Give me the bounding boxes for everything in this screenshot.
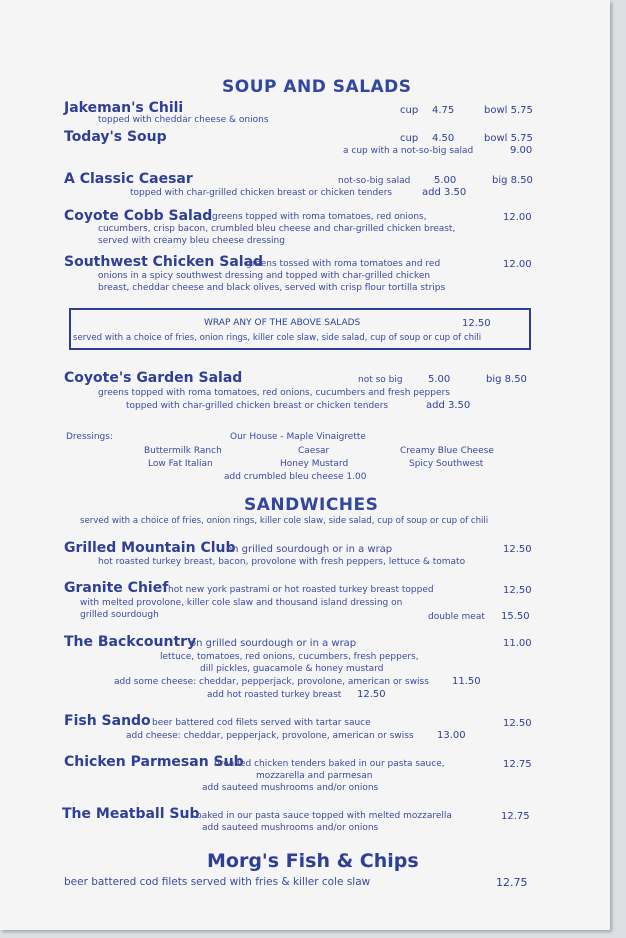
item-desc-line: breaded chicken tenders baked in our pasta sauce, (214, 759, 445, 769)
item-price: 12.00 (503, 212, 532, 223)
add-mushrooms: add sauteed mushrooms and/or onions (202, 783, 379, 793)
add-price: add 3.50 (422, 187, 467, 198)
cup-label: cup (400, 105, 419, 116)
wrap-box-desc: served with a choice of fries, onion rings, killer cole slaw, side salad, cup of soup or cup of chili (73, 333, 482, 343)
item-name-coyote-cobb: Coyote Cobb Salad (64, 208, 213, 224)
dressing-spicy: Spicy Southwest (409, 459, 484, 469)
section-title-soup-salads: SOUP AND SALADS (222, 77, 412, 97)
dressing-caesar: Caesar (298, 446, 330, 456)
item-topping-coyote-garden: topped with char-grilled chicken breast or chicken tenders (126, 401, 389, 411)
item-desc-line: with melted provolone, killer cole slaw and thousand island dressing on (80, 598, 403, 608)
item-desc-line: cucumbers, crisp bacon, crumbled bleu cheese and char-grilled chicken breast, (98, 224, 456, 234)
add-cheese: add cheese: cheddar, pepperjack, provolone, american or swiss (126, 731, 414, 741)
add-cheese: add some cheese: cheddar, pepperjack, provolone, american or swiss (114, 677, 429, 687)
size-label: not so big (358, 375, 403, 385)
dressings-label: Dressings: (66, 432, 113, 442)
item-name-southwest-chicken: Southwest Chicken Salad (64, 254, 264, 270)
item-price: 12.50 (503, 718, 532, 729)
item-name-granite-chief: Granite Chief (64, 580, 169, 596)
bowl-price: bowl 5.75 (484, 105, 533, 116)
item-desc-line: onions in a spicy southwest dressing and topped with char-grilled chicken (98, 271, 431, 281)
item-name-classic-caesar: A Classic Caesar (64, 171, 193, 187)
item-desc-line: mozzarella and parmesan (256, 771, 373, 781)
add-price: add 3.50 (426, 400, 471, 411)
dressing-honey: Honey Mustard (280, 459, 349, 469)
cup-price: 4.75 (432, 105, 455, 116)
item-price: 12.50 (503, 585, 532, 596)
item-desc-line: greens topped with roma tomatoes, red onions, (212, 212, 427, 222)
add-turkey: add hot roasted turkey breast (207, 690, 342, 700)
item-price: 12.50 (503, 544, 532, 555)
add-turkey-price: 12.50 (357, 689, 386, 700)
sandwiches-subtitle: served with a choice of fries, onion rings, killer cole slaw, side salad, cup of soup or cup of chili (80, 516, 489, 526)
add-mushrooms: add sauteed mushrooms and/or onions (202, 823, 379, 833)
dressing-house: Our House - Maple Vinaigrette (230, 432, 366, 442)
item-name-grilled-mountain: Grilled Mountain Club (64, 540, 236, 556)
item-name-coyote-garden: Coyote's Garden Salad (64, 370, 243, 386)
item-name-backcountry: The Backcountry (64, 634, 197, 650)
item-desc: beer battered cod filets served with tartar sauce (152, 718, 371, 728)
item-price: 12.00 (503, 259, 532, 270)
item-desc-line: breast, cheddar cheese and black olives, served with crisp flour tortilla strips (98, 283, 446, 293)
item-price: 12.75 (503, 759, 532, 770)
dressing-add: add crumbled bleu cheese 1.00 (224, 472, 367, 482)
item-desc-jakemans-chili: topped with cheddar cheese & onions (98, 115, 269, 125)
add-cheese-price: 13.00 (437, 730, 466, 741)
item-name-meatball: The Meatball Sub (62, 806, 200, 822)
combo-price: 9.00 (510, 145, 533, 156)
wrap-box-price: 12.50 (462, 318, 491, 329)
item-name-jakemans-chili: Jakeman's Chili (64, 100, 184, 116)
combo-label: a cup with a not-so-big salad (343, 146, 474, 156)
big-price: big 8.50 (486, 374, 527, 385)
item-sub: on grilled sourdough or in a wrap (190, 638, 357, 649)
size-price: 5.00 (434, 175, 457, 186)
wrap-box-title: WRAP ANY OF THE ABOVE SALADS (204, 318, 361, 328)
double-meat-price: 15.50 (501, 611, 530, 622)
item-sub: on grilled sourdough or in a wrap (226, 544, 393, 555)
big-price: big 8.50 (492, 175, 533, 186)
item-name-todays-soup: Today's Soup (64, 129, 167, 145)
dressing-lowfat: Low Fat Italian (148, 459, 213, 469)
item-price: 12.75 (501, 811, 530, 822)
item-desc-classic-caesar: topped with char-grilled chicken breast or chicken tenders (130, 188, 393, 198)
item-desc-line: greens tossed with roma tomatoes and red (246, 259, 441, 269)
add-cheese-price: 11.50 (452, 676, 481, 687)
item-desc-coyote-garden: greens topped with roma tomatoes, red onions, cucumbers and fresh peppers (98, 388, 450, 398)
dressing-buttermilk: Buttermilk Ranch (144, 446, 222, 456)
size-label: not-so-big salad (338, 176, 411, 186)
item-desc-line: served with creamy bleu cheese dressing (98, 236, 285, 246)
item-desc-line: dill pickles, guacamole & honey mustard (200, 664, 384, 674)
section-title-sandwiches: SANDWICHES (244, 495, 379, 515)
size-price: 5.00 (428, 374, 451, 385)
item-desc: baked in our pasta sauce topped with melted mozzarella (196, 811, 452, 821)
item-price: 11.00 (503, 638, 532, 649)
item-desc-line: hot new york pastrami or hot roasted turkey breast topped (168, 585, 434, 595)
item-desc-line: grilled sourdough (80, 610, 159, 620)
cup-label: cup (400, 133, 419, 144)
bowl-price: bowl 5.75 (484, 133, 533, 144)
cup-price: 4.50 (432, 133, 455, 144)
fish-chips-desc: beer battered cod filets served with fries & killer cole slaw (64, 876, 371, 888)
item-desc: hot roasted turkey breast, bacon, provolone with fresh peppers, lettuce & tomato (98, 557, 466, 567)
double-meat-label: double meat (428, 612, 485, 622)
item-name-fish-sando: Fish Sando (64, 713, 151, 729)
dressing-blue-cheese: Creamy Blue Cheese (400, 446, 494, 456)
fish-chips-title: Morg's Fish & Chips (207, 850, 419, 872)
item-desc-line: lettuce, tomatoes, red onions, cucumbers, fresh peppers, (160, 652, 419, 662)
item-name-chicken-parm: Chicken Parmesan Sub (64, 754, 244, 770)
wrap-salads-box (69, 308, 531, 350)
fish-chips-price: 12.75 (496, 876, 528, 889)
